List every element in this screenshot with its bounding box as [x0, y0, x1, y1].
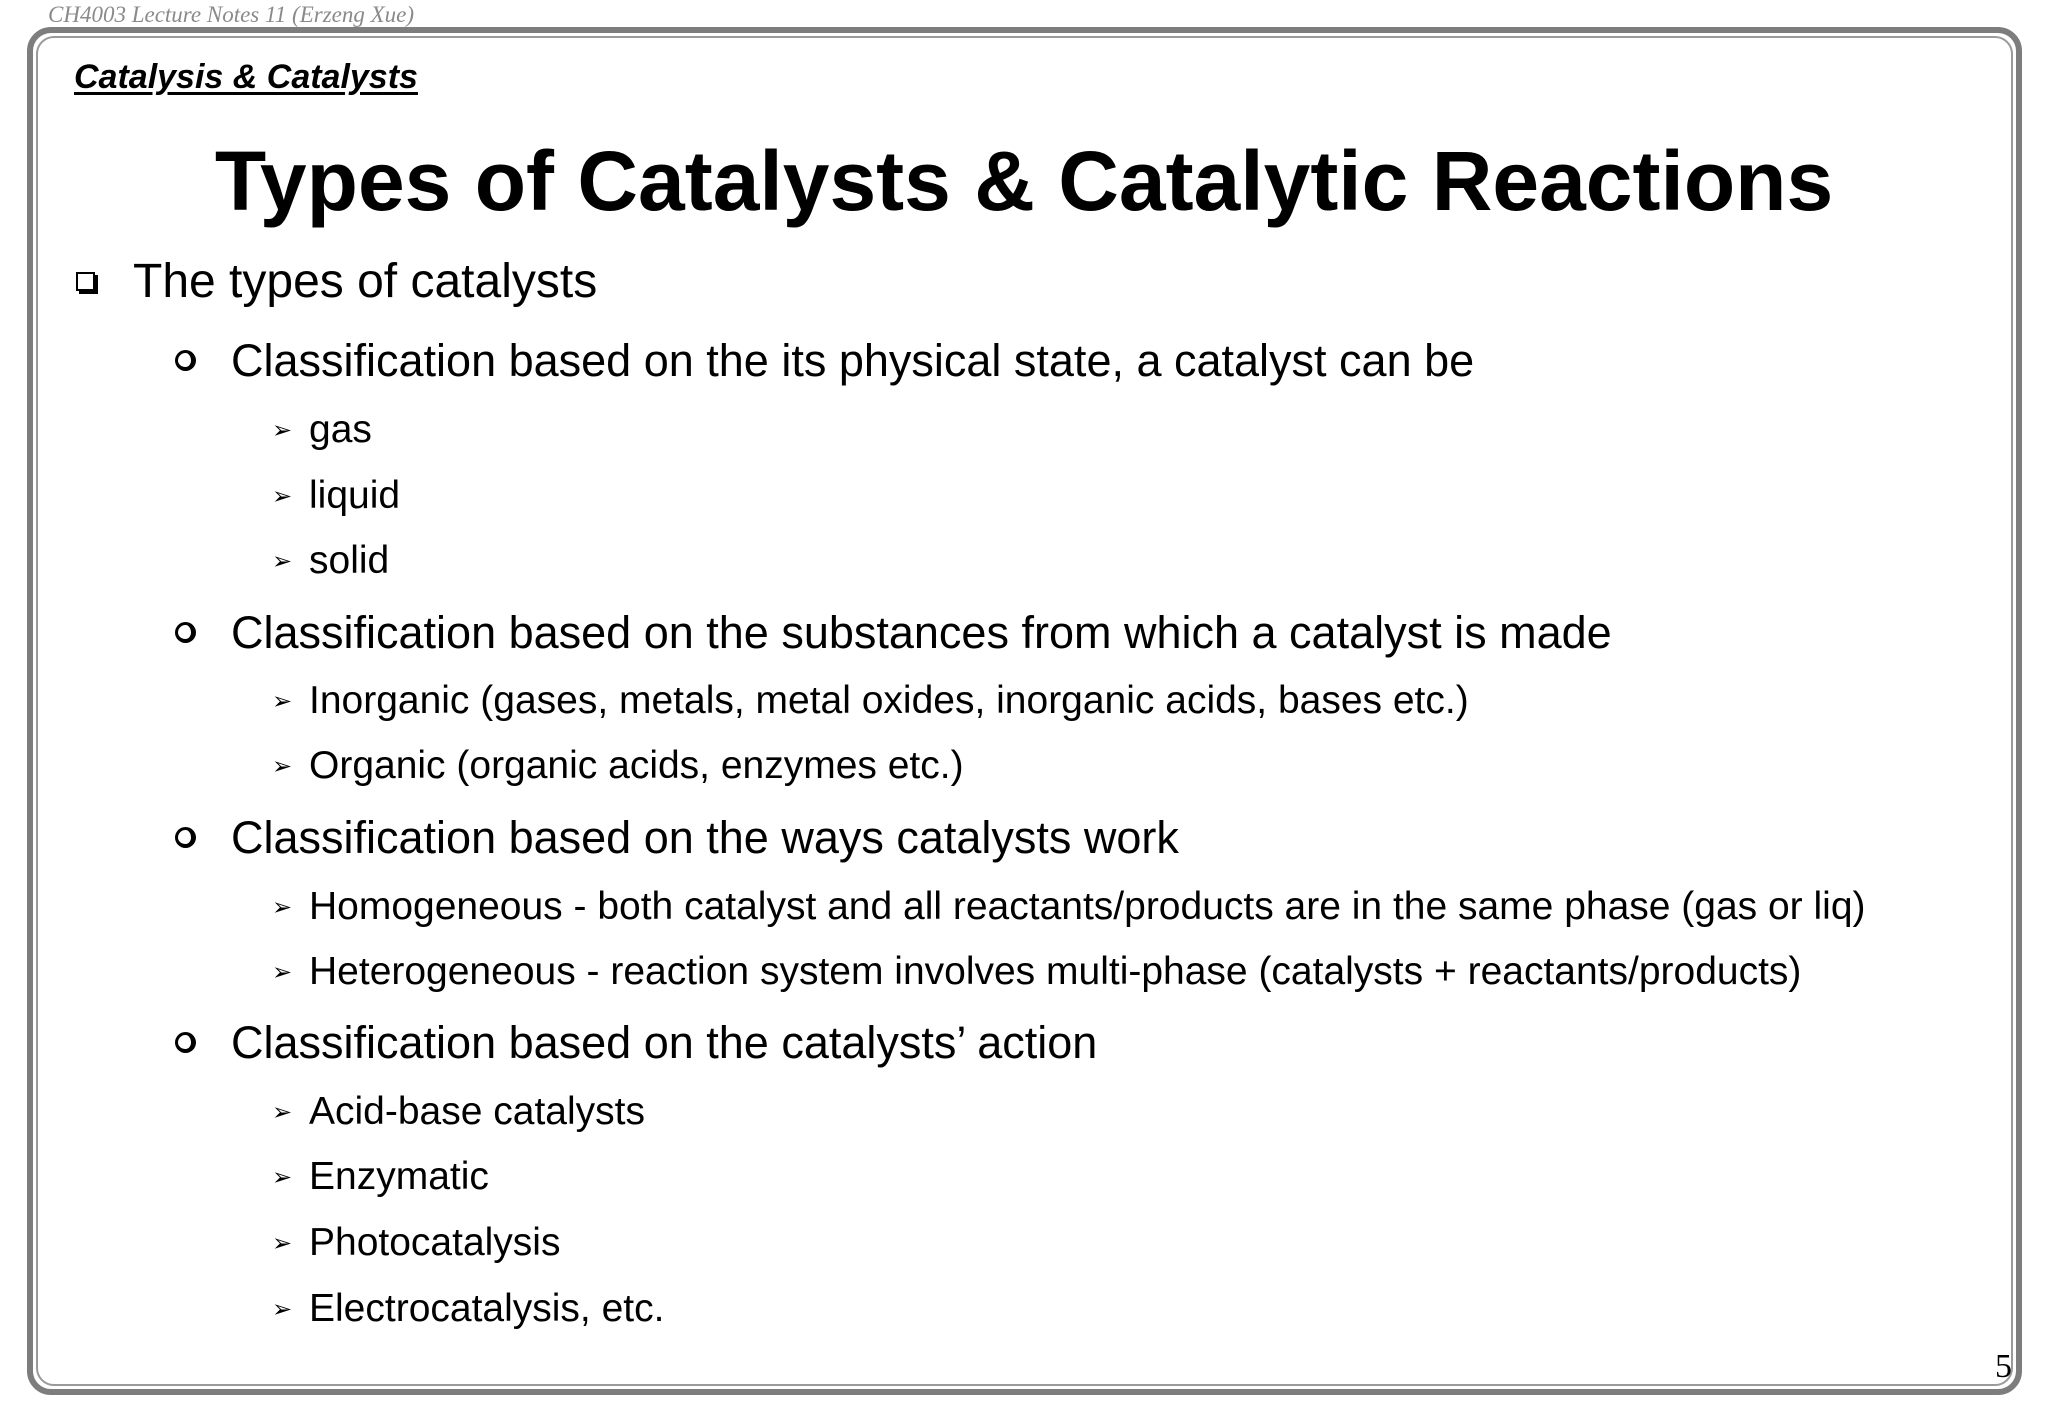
open-circle-bullet-icon: [175, 1032, 196, 1053]
classification-label: Classification based on the substances from which a catalyst is made: [231, 607, 1612, 658]
list-item-text: Photocatalysis: [309, 1221, 561, 1264]
outline-heading: [76, 254, 598, 309]
arrowhead-bullet-icon: ➢: [272, 753, 293, 780]
list-item: [272, 950, 1802, 994]
open-circle-bullet-icon: [175, 350, 196, 371]
arrowhead-bullet-icon: ➢: [272, 1230, 293, 1257]
list-item: [272, 408, 372, 452]
slide-title: Types of Catalysts & Catalytic Reactions: [214, 134, 1834, 228]
list-item: [272, 744, 964, 788]
list-item-text: Heterogeneous - reaction system involves multi-phase (catalysts + reactants/products): [309, 950, 1802, 993]
open-circle-bullet-icon: [175, 622, 196, 643]
arrowhead-bullet-icon: ➢: [272, 1099, 293, 1126]
arrowhead-bullet-icon: ➢: [272, 548, 293, 575]
classification-item: [175, 335, 1475, 387]
lecture-header-note: CH4003 Lecture Notes 11 (Erzeng Xue): [48, 2, 415, 27]
arrowhead-bullet-icon: ➢: [272, 1296, 293, 1323]
open-circle-bullet-icon: [175, 827, 196, 848]
list-item: [272, 539, 390, 583]
list-item-text: Enzymatic: [309, 1155, 489, 1198]
arrowhead-bullet-icon: ➢: [272, 1164, 293, 1191]
list-item: [272, 885, 1866, 929]
list-item: [272, 1090, 645, 1134]
classification-label: Classification based on the its physical state, a catalyst can be: [231, 335, 1475, 386]
list-item-text: Homogeneous - both catalyst and all reactants/products are in the same phase (gas or liq): [309, 885, 1866, 928]
list-item-text: Organic (organic acids, enzymes etc.): [309, 744, 964, 787]
arrowhead-bullet-icon: ➢: [272, 688, 293, 715]
outline-heading-text: The types of catalysts: [133, 255, 598, 308]
list-item-text: Electrocatalysis, etc.: [309, 1287, 665, 1330]
classification-item: [175, 1017, 1098, 1069]
arrowhead-bullet-icon: ➢: [272, 483, 293, 510]
classification-label: Classification based on the ways catalysts work: [231, 812, 1179, 863]
list-item: [272, 1221, 561, 1265]
list-item-text: Inorganic (gases, metals, metal oxides, inorganic acids, bases etc.): [309, 679, 1469, 722]
list-item: [272, 1287, 665, 1331]
list-item-text: solid: [309, 539, 390, 582]
arrowhead-bullet-icon: ➢: [272, 417, 293, 444]
list-item-text: gas: [309, 408, 372, 451]
arrowhead-bullet-icon: ➢: [272, 959, 293, 986]
page-number: 5: [1995, 1348, 2012, 1385]
list-item: [272, 679, 1469, 723]
list-item: [272, 474, 401, 518]
list-item-text: liquid: [309, 474, 401, 517]
classification-item: [175, 812, 1179, 864]
section-label: Catalysis & Catalysts: [74, 58, 418, 96]
classification-item: [175, 607, 1612, 659]
arrowhead-bullet-icon: ➢: [272, 894, 293, 921]
classification-label: Classification based on the catalysts’ action: [231, 1017, 1098, 1068]
square-box-bullet-icon: [76, 272, 95, 291]
list-item: [272, 1155, 489, 1199]
list-item-text: Acid-base catalysts: [309, 1090, 645, 1133]
